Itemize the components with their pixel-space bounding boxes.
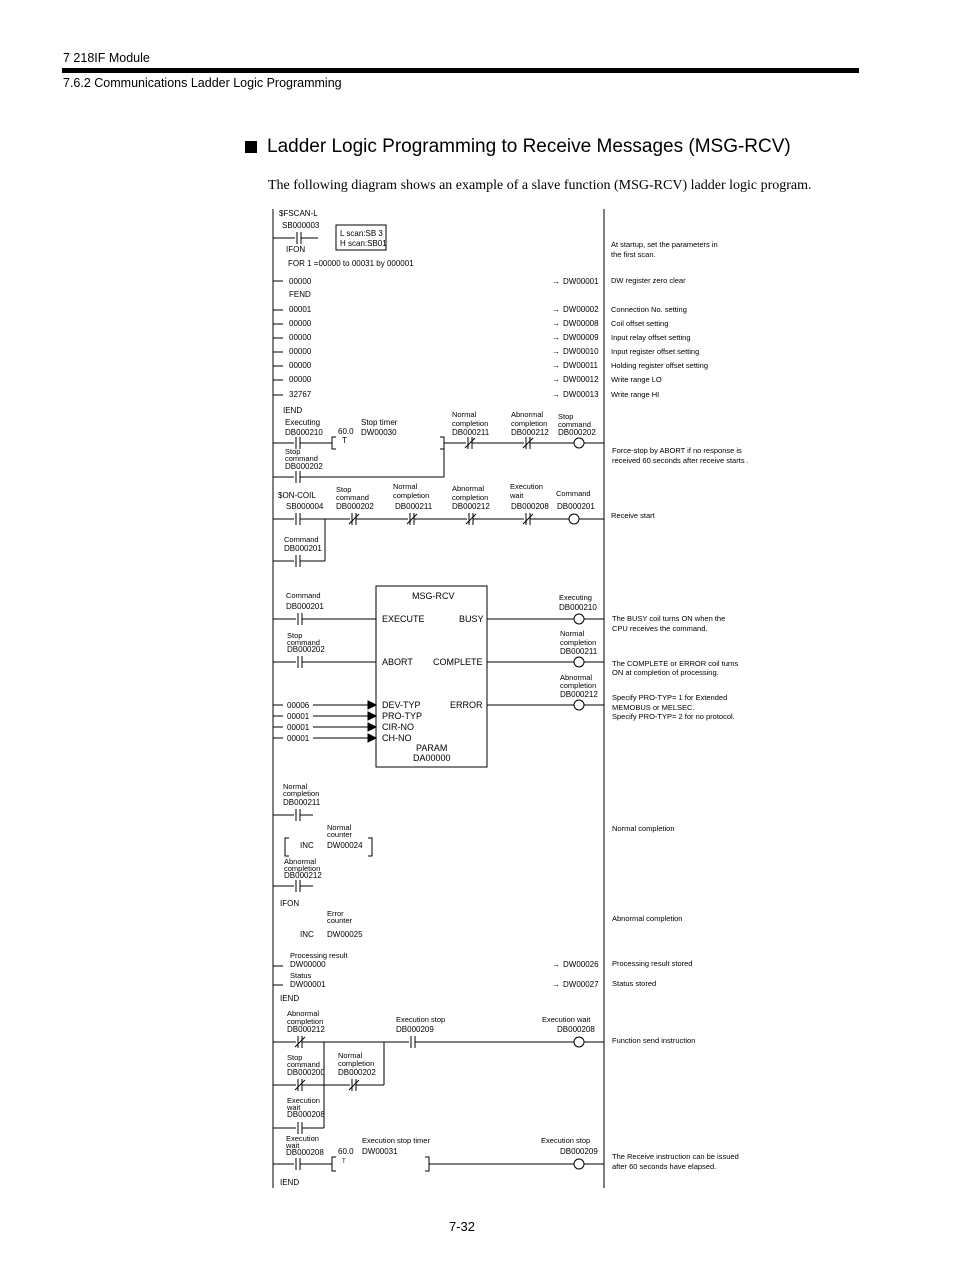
iend-label: IEND <box>280 994 300 1003</box>
protyp-port: PRO-TYP <box>382 711 423 721</box>
execution-wait-label-2: wait <box>510 491 524 500</box>
error-port: ERROR <box>450 700 483 710</box>
processing-result-src: DW00000 <box>290 960 326 969</box>
intro-paragraph: The following diagram shows an example of a slave function (MSG-RCV) ladder logic program. <box>268 178 812 193</box>
ifon-label: IFON <box>286 245 306 254</box>
setting-comment: Coil offset setting <box>611 319 669 328</box>
error-counter-label: Error <box>327 909 344 918</box>
section-header: 7.6.2 Communications Ladder Logic Programming <box>63 76 342 90</box>
rung-execution-wait <box>273 1009 695 1134</box>
setting-dest: DW00012 <box>563 375 599 384</box>
normal-label-2: completion <box>338 1059 375 1068</box>
fscan-label: $FSCAN-L <box>279 209 318 218</box>
normal-addr: DB000211 <box>452 428 490 437</box>
comment-protyp-1: Specify PRO-TYP= 1 for Extended <box>612 693 728 702</box>
out-executing-addr: DB000210 <box>559 603 597 612</box>
execute-port: EXECUTE <box>382 614 425 624</box>
in-command-addr: DB000201 <box>286 602 324 611</box>
out-abnormal-label: Abnormal <box>560 673 593 682</box>
setting-value: 32767 <box>289 390 312 399</box>
execution-stop-coil-addr: DB000209 <box>560 1147 598 1156</box>
complete-port: COMPLETE <box>433 657 483 667</box>
execution-wait-label: Execution wait <box>542 1015 591 1024</box>
command-label: Command <box>556 489 591 498</box>
abnormal-addr: DB000212 <box>284 871 322 880</box>
comment-first-scan-1: At startup, set the parameters in <box>611 240 718 249</box>
arrow-icon: → <box>552 347 560 356</box>
stop-timer-addr: DW00030 <box>361 428 397 437</box>
devtyp-port: DEV-TYP <box>382 700 421 710</box>
abnormal-addr: DB000212 <box>452 502 490 511</box>
scan-box-line-2: H scan:SB01 <box>340 239 387 248</box>
comment-busy-1: The BUSY coil turns ON when the <box>612 614 726 623</box>
ifon-label: IFON <box>280 899 300 908</box>
processing-result-dest: DW00026 <box>563 960 599 969</box>
rung-execution-stop-timer <box>273 1134 739 1187</box>
setting-value: 00000 <box>289 333 312 342</box>
input-cirno: 00001 <box>287 723 310 732</box>
execution-wait-addr: DB000208 <box>557 1025 595 1034</box>
zero-value: 00000 <box>289 277 312 286</box>
setting-comment: Input relay offset setting <box>611 333 691 342</box>
out-normal-label: Normal <box>560 629 585 638</box>
setting-value: 00000 <box>289 375 312 384</box>
comment-busy-2: CPU receives the command. <box>612 624 708 633</box>
for-loop-label: FOR 1 =00000 to 00031 by 000001 <box>288 259 414 268</box>
normal-addr: DB000211 <box>395 502 433 511</box>
setting-comment: Write range HI <box>611 390 660 399</box>
timer-value: 60.0 <box>338 427 354 436</box>
stop-label-2: command <box>285 454 318 463</box>
stop-addr: DB000200 <box>287 1068 325 1077</box>
busy-port: BUSY <box>459 614 484 624</box>
ew-label: Execution <box>286 1134 319 1143</box>
arrow-icon: → <box>552 375 560 384</box>
rung-counters <box>273 782 682 939</box>
processing-result-label: Processing result <box>290 951 348 960</box>
stop-label: Stop <box>287 1053 303 1062</box>
ew-addr: DB000208 <box>286 1148 324 1157</box>
error-counter-label-2: counter <box>327 916 353 925</box>
setting-dest: DW00008 <box>563 319 599 328</box>
inc-label: INC <box>300 841 314 850</box>
abnormal-addr: DB000212 <box>287 1025 325 1034</box>
chapter-header: 7 218IF Module <box>63 51 150 65</box>
arrow-icon: → <box>552 319 560 328</box>
input-chno: 00001 <box>287 734 310 743</box>
fscan-addr: SB000003 <box>282 221 320 230</box>
comment-function-send: Function send instruction <box>612 1036 696 1045</box>
stop-command-label-2: command <box>558 420 591 429</box>
command-label-lower: Command <box>284 535 319 544</box>
scan-box-line-1: L scan:SB 3 <box>340 229 383 238</box>
on-coil-label: $ON-COIL <box>278 491 316 500</box>
iend-label: IEND <box>280 1178 300 1187</box>
abnormal-addr: DB000212 <box>511 428 549 437</box>
stop-label: Stop <box>285 447 301 456</box>
rung-stop-timer <box>273 406 749 483</box>
status-dest: DW00027 <box>563 980 599 989</box>
stop-addr: DB000202 <box>285 462 323 471</box>
out-abnormal-label-2: completion <box>560 681 597 690</box>
in-stop-label: Stop <box>287 631 303 640</box>
setting-comment: Write range LO <box>611 375 662 384</box>
setting-dest: DW00009 <box>563 333 599 342</box>
execution-stop-label: Execution stop <box>396 1015 446 1024</box>
stop-label-2: command <box>287 1060 320 1069</box>
input-protyp: 00001 <box>287 712 310 721</box>
comment-abnormal-completion: Abnormal completion <box>612 914 683 923</box>
msg-block-title: MSG-RCV <box>412 591 455 601</box>
abnormal-label-2: completion <box>287 1017 324 1026</box>
normal-counter-label: Normal <box>327 823 352 832</box>
ew-label-2: wait <box>287 1103 301 1112</box>
timer-t: T <box>342 1159 346 1165</box>
zero-dest: DW00001 <box>563 277 599 286</box>
execution-stop-timer-addr: DW00031 <box>362 1147 398 1156</box>
comment-zero-clear: DW register zero clear <box>611 276 686 285</box>
setting-value: 00000 <box>289 361 312 370</box>
executing-label: Executing <box>285 418 321 427</box>
normal-label: Normal <box>452 410 477 419</box>
setting-comment: Connection No. setting <box>611 305 687 314</box>
out-abnormal-addr: DB000212 <box>560 690 598 699</box>
param-port: PARAM <box>416 743 448 753</box>
comment-receive-start: Receive start <box>611 511 655 520</box>
setting-value: 00000 <box>289 347 312 356</box>
error-counter-addr: DW00025 <box>327 930 363 939</box>
abnormal-label-2: completion <box>284 864 321 873</box>
setting-dest: DW00010 <box>563 347 599 356</box>
normal-label: Normal <box>283 782 308 791</box>
arrow-icon: → <box>552 390 560 399</box>
arrow-icon: → <box>552 305 560 314</box>
abnormal-label: Abnormal <box>284 857 317 866</box>
out-normal-label-2: completion <box>560 638 597 647</box>
normal-label: Normal <box>393 482 418 491</box>
comment-receive-instruction-1: The Receive instruction can be issued <box>612 1152 739 1161</box>
abnormal-label: Abnormal <box>452 484 485 493</box>
executing-addr: DB000210 <box>285 428 323 437</box>
page-number: 7-32 <box>449 1219 476 1234</box>
msg-rcv-block <box>273 586 739 767</box>
normal-label-2: completion <box>283 789 320 798</box>
fend-label: FEND <box>289 290 311 299</box>
on-coil-addr: SB000004 <box>286 502 324 511</box>
execution-stop-coil-label: Execution stop <box>541 1136 591 1145</box>
in-stop-addr: DB000202 <box>287 645 325 654</box>
in-stop-label-2: command <box>287 638 320 647</box>
arrow-icon: → <box>552 361 560 370</box>
arrow-icon: → <box>552 980 560 989</box>
param-addr: DA00000 <box>413 753 451 763</box>
setting-value: 00000 <box>289 319 312 328</box>
chno-port: CH-NO <box>382 733 412 743</box>
stop-timer-label: Stop timer <box>361 418 398 427</box>
status-src: DW00001 <box>290 980 326 989</box>
iend-label: IEND <box>283 406 303 415</box>
command-addr: DB000201 <box>557 502 595 511</box>
setting-value: 00001 <box>289 305 312 314</box>
comment-status: Status stored <box>612 979 657 988</box>
normal-addr: DB000202 <box>338 1068 376 1077</box>
setting-dest: DW00002 <box>563 305 599 314</box>
abort-port: ABORT <box>382 657 413 667</box>
out-executing-label: Executing <box>559 593 592 602</box>
arrow-icon: → <box>552 277 560 286</box>
abnormal-label: Abnormal <box>287 1009 320 1018</box>
normal-counter-label-2: counter <box>327 830 353 839</box>
comment-force-stop-1: Force-stop by ABORT if no response is <box>612 446 742 455</box>
rung-results <box>273 951 692 1003</box>
in-command-label: Command <box>286 591 321 600</box>
status-label: Status <box>290 971 312 980</box>
comment-complete-2: ON at completion of processing. <box>612 668 719 677</box>
timer-t: T <box>342 436 347 445</box>
arrow-icon: → <box>552 960 560 969</box>
comment-force-stop-2: received 60 seconds after receive starts . <box>612 456 749 465</box>
execution-wait-label: Execution <box>510 482 543 491</box>
command-addr-lower: DB000201 <box>284 544 322 553</box>
rung-first-scan <box>273 209 718 399</box>
cirno-port: CIR-NO <box>382 722 414 732</box>
normal-label-2: completion <box>452 419 489 428</box>
normal-addr: DB000211 <box>283 798 321 807</box>
comment-protyp-3: Specify PRO-TYP= 2 for no protocol. <box>612 712 735 721</box>
setting-dest: DW00013 <box>563 390 599 399</box>
stop-label: Stop <box>336 485 352 494</box>
execution-stop-addr: DB000209 <box>396 1025 434 1034</box>
arrow-icon: → <box>552 333 560 342</box>
out-normal-addr: DB000211 <box>560 647 598 656</box>
execution-wait-addr: DB000208 <box>511 502 549 511</box>
comment-receive-instruction-2: after 60 seconds have elapsed. <box>612 1162 717 1171</box>
abnormal-label-2: completion <box>452 493 489 502</box>
abnormal-label: Abnormal <box>511 410 544 419</box>
inc-label-2: INC <box>300 930 314 939</box>
stop-command-addr: DB000202 <box>558 428 596 437</box>
rung-receive-start <box>273 482 656 567</box>
ew-label: Execution <box>287 1096 320 1105</box>
setting-comment: Input register offset setting <box>611 347 700 356</box>
comment-normal-completion: Normal completion <box>612 824 675 833</box>
comment-first-scan-2: the first scan. <box>611 250 656 259</box>
normal-label-2: completion <box>393 491 430 500</box>
execution-stop-timer-label: Execution stop timer <box>362 1136 430 1145</box>
ew-label-2: wait <box>286 1141 300 1150</box>
abnormal-label-2: completion <box>511 419 548 428</box>
section-title-text: Ladder Logic Programming to Receive Messages (MSG-RCV) <box>267 136 791 157</box>
stop-label-2: command <box>336 493 369 502</box>
comment-protyp-2: MEMOBUS or MELSEC. <box>612 703 695 712</box>
timer-value: 60.0 <box>338 1147 354 1156</box>
input-devtyp: 00006 <box>287 701 310 710</box>
normal-counter-addr: DW00024 <box>327 841 363 850</box>
comment-complete-1: The COMPLETE or ERROR coil turns <box>612 659 739 668</box>
setting-dest: DW00011 <box>563 361 598 370</box>
normal-label: Normal <box>338 1051 363 1060</box>
stop-command-label: Stop <box>558 412 574 421</box>
ew-addr: DB000208 <box>287 1110 325 1119</box>
stop-addr: DB000202 <box>336 502 374 511</box>
comment-processing-result: Processing result stored <box>612 959 693 968</box>
setting-comment: Holding register offset setting <box>611 361 708 370</box>
